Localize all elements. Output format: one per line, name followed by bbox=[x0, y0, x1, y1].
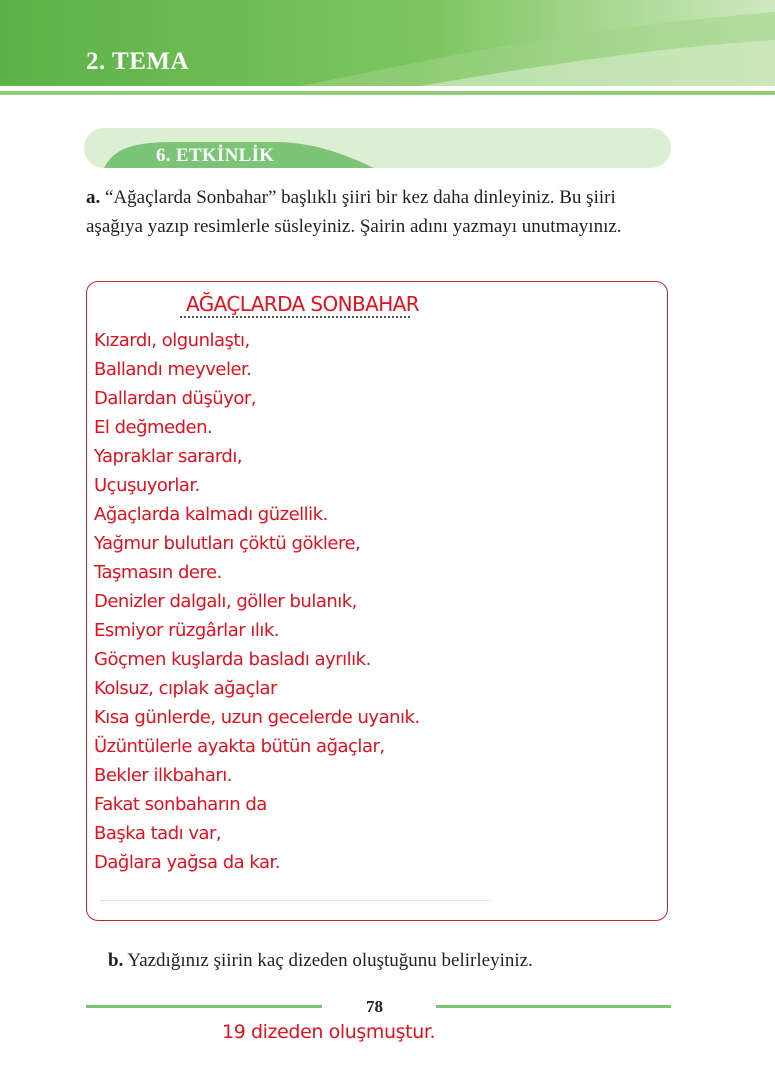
poem-lines bbox=[94, 326, 420, 877]
poem-line: Bekler ilkbaharı. bbox=[94, 765, 232, 786]
poem-line: Göçmen kuşlarda basladı ayrılık. bbox=[94, 649, 371, 670]
footer-rule-right bbox=[436, 1005, 671, 1008]
poem-line: Uçuşuyorlar. bbox=[94, 475, 200, 496]
question-b bbox=[108, 950, 533, 972]
instruction-text: “Ağaçlarda Sonbahar” başlıklı şiiri bir kez daha dinleyiniz. Bu şiiri aşağıya yazıp resimlerle süsleyiniz. Şairin adını yazmayı unutmayınız. bbox=[86, 187, 622, 237]
question-b-marker: b. bbox=[108, 950, 124, 971]
poem-line: Yağmur bulutları çöktü göklere, bbox=[94, 533, 361, 554]
question-b-text: Yazdığınız şiirin kaç dizeden oluştuğunu belirleyiniz. bbox=[127, 950, 533, 971]
poem-title: AĞAÇLARDA SONBAHAR bbox=[186, 292, 420, 316]
poem-line: Üzüntülerle ayakta bütün ağaçlar, bbox=[94, 736, 385, 757]
poem-line: El değmeden. bbox=[94, 417, 213, 438]
poem-line: Dağlara yağsa da kar. bbox=[94, 852, 281, 873]
theme-label: 2. TEMA bbox=[86, 48, 190, 75]
poem-line: Denizler dalgalı, göller bulanık, bbox=[94, 591, 357, 612]
poem-line: Kızardı, olgunlaştı, bbox=[94, 330, 250, 351]
poem-line: Kolsuz, cıplak ağaçlar bbox=[94, 678, 277, 699]
poem-line: Kısa günlerde, uzun gecelerde uyanık. bbox=[94, 707, 420, 728]
poem-line: Yapraklar sarardı, bbox=[94, 446, 243, 467]
poem-line: Taşmasın dere. bbox=[94, 562, 222, 583]
poem-line: Fakat sonbaharın da bbox=[94, 794, 267, 815]
poem-line: Başka tadı var, bbox=[94, 823, 222, 844]
poem-line: Ballandı meyveler. bbox=[94, 359, 252, 380]
bottom-dotted-line bbox=[100, 900, 490, 901]
instruction-marker: a. bbox=[86, 187, 101, 208]
poem-line: Ağaçlarda kalmadı güzellik. bbox=[94, 504, 328, 525]
activity-label: 6. ETKİNLİK bbox=[156, 145, 275, 166]
page-number: 78 bbox=[366, 997, 383, 1016]
answer-text: 19 dizeden oluşmuştur. bbox=[222, 1021, 436, 1043]
instruction-a bbox=[86, 183, 676, 241]
title-dotted-line bbox=[180, 316, 410, 318]
poem-line: Esmiyor rüzgârlar ılık. bbox=[94, 620, 279, 641]
poem-line: Dallardan düşüyor, bbox=[94, 388, 256, 409]
footer-rule-left bbox=[86, 1005, 322, 1008]
